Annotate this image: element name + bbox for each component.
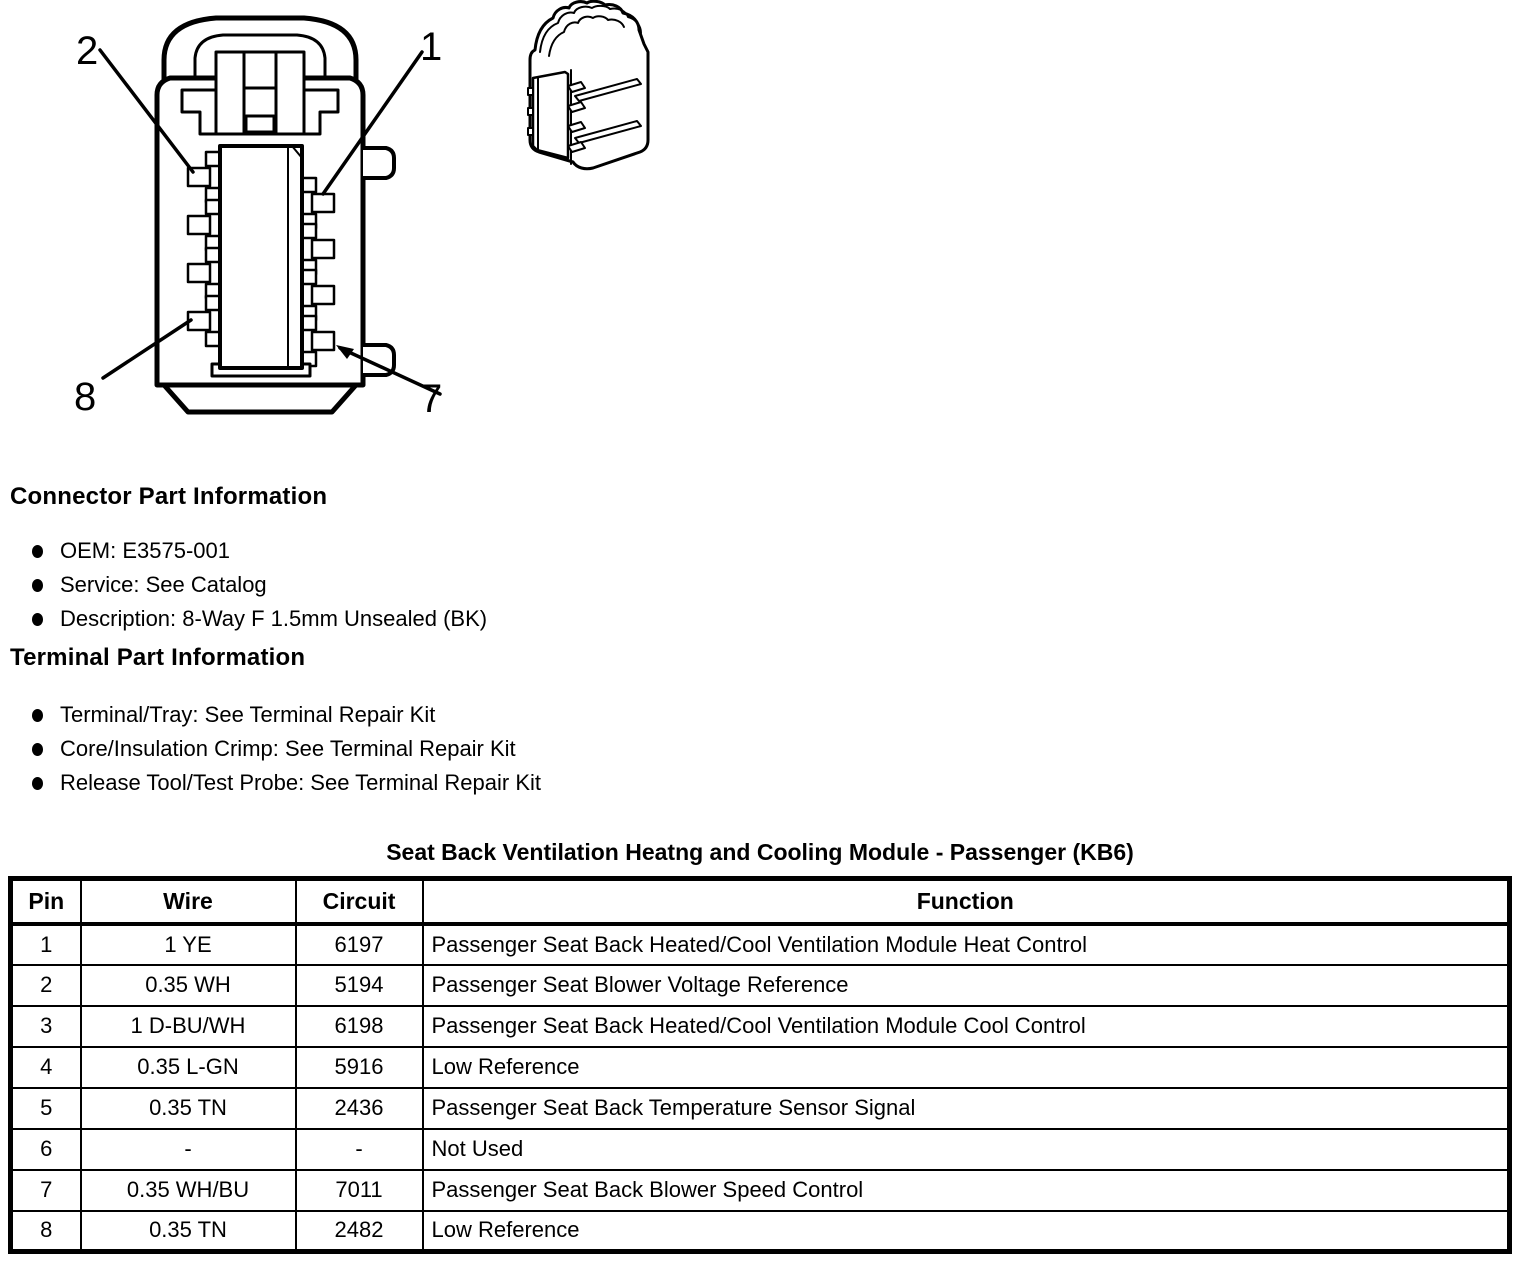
circuit-cell: 7011 xyxy=(296,1170,423,1211)
column-header-wire: Wire xyxy=(81,879,296,924)
table-header-row xyxy=(11,879,1510,924)
table-row xyxy=(11,1006,1510,1047)
wire-cell: 1 D-BU/WH xyxy=(81,1006,296,1047)
table-row xyxy=(11,1211,1510,1252)
connector-3d-view xyxy=(515,0,665,175)
connector-part-info-list xyxy=(32,534,487,636)
table-row xyxy=(11,965,1510,1006)
circuit-cell: 6198 xyxy=(296,1006,423,1047)
wire-cell: 0.35 L-GN xyxy=(81,1047,296,1088)
list-item xyxy=(32,698,541,732)
connector-face-diagram xyxy=(60,0,480,425)
function-cell: Low Reference xyxy=(423,1211,1510,1252)
table-row xyxy=(11,1170,1510,1211)
wire-cell: 0.35 TN xyxy=(81,1211,296,1252)
function-cell: Passenger Seat Back Heated/Cool Ventilation Module Cool Control xyxy=(423,1006,1510,1047)
wire-cell: 1 YE xyxy=(81,924,296,965)
bullet-icon xyxy=(32,743,43,756)
list-item xyxy=(32,732,541,766)
circuit-cell: 5194 xyxy=(296,965,423,1006)
callout-pin-2: 2 xyxy=(76,29,99,73)
bullet-icon xyxy=(32,613,43,626)
function-cell: Not Used xyxy=(423,1129,1510,1170)
wire-cell: 0.35 WH/BU xyxy=(81,1170,296,1211)
function-cell: Low Reference xyxy=(423,1047,1510,1088)
callout-pin-7: 7 xyxy=(420,377,443,421)
pin-cell: 5 xyxy=(11,1088,81,1129)
list-item xyxy=(32,602,487,636)
function-cell: Passenger Seat Back Heated/Cool Ventilation Module Heat Control xyxy=(423,924,1510,965)
connector-part-info-heading: Connector Part Information xyxy=(10,483,328,510)
pin-cell: 7 xyxy=(11,1170,81,1211)
column-header-circuit: Circuit xyxy=(296,879,423,924)
table-row xyxy=(11,1129,1510,1170)
wire-cell: 0.35 WH xyxy=(81,965,296,1006)
bullet-icon xyxy=(32,709,43,722)
circuit-cell: 2482 xyxy=(296,1211,423,1252)
pin-cell: 6 xyxy=(11,1129,81,1170)
list-item xyxy=(32,568,487,602)
pin-cell: 3 xyxy=(11,1006,81,1047)
list-item xyxy=(32,534,487,568)
circuit-cell: 2436 xyxy=(296,1088,423,1129)
function-cell: Passenger Seat Back Blower Speed Control xyxy=(423,1170,1510,1211)
terminal-info-release-tool: Release Tool/Test Probe: See Terminal Repair Kit xyxy=(60,770,541,795)
terminal-info-crimp: Core/Insulation Crimp: See Terminal Repair Kit xyxy=(60,736,516,761)
circuit-cell: 5916 xyxy=(296,1047,423,1088)
terminal-part-info-list xyxy=(32,698,541,800)
pin-cell: 1 xyxy=(11,924,81,965)
wire-cell: - xyxy=(81,1129,296,1170)
function-cell: Passenger Seat Blower Voltage Reference xyxy=(423,965,1510,1006)
table-row xyxy=(11,924,1510,965)
pin-cell: 4 xyxy=(11,1047,81,1088)
connector-info-service: Service: See Catalog xyxy=(60,572,267,597)
circuit-cell: - xyxy=(296,1129,423,1170)
bullet-icon xyxy=(32,545,43,558)
callout-pin-1: 1 xyxy=(420,25,443,69)
bullet-icon xyxy=(32,777,43,790)
terminal-info-tray: Terminal/Tray: See Terminal Repair Kit xyxy=(60,702,436,727)
wire-cell: 0.35 TN xyxy=(81,1088,296,1129)
callout-pin-8: 8 xyxy=(74,375,97,419)
list-item xyxy=(32,766,541,800)
connector-info-description: Description: 8-Way F 1.5mm Unsealed (BK) xyxy=(60,606,488,631)
pin-cell: 2 xyxy=(11,965,81,1006)
pin-cell: 8 xyxy=(11,1211,81,1252)
bullet-icon xyxy=(32,579,43,592)
connector-info-oem: OEM: E3575-001 xyxy=(60,538,230,563)
circuit-cell: 6197 xyxy=(296,924,423,965)
column-header-pin: Pin xyxy=(11,879,81,924)
terminal-part-info-heading: Terminal Part Information xyxy=(10,644,306,671)
table-row xyxy=(11,1088,1510,1129)
pinout-table-title: Seat Back Ventilation Heatng and Cooling Module - Passenger (KB6) xyxy=(386,839,1134,865)
function-cell: Passenger Seat Back Temperature Sensor Signal xyxy=(423,1088,1510,1129)
column-header-function: Function xyxy=(423,879,1510,924)
table-row xyxy=(11,1047,1510,1088)
pinout-table xyxy=(8,876,1512,1254)
